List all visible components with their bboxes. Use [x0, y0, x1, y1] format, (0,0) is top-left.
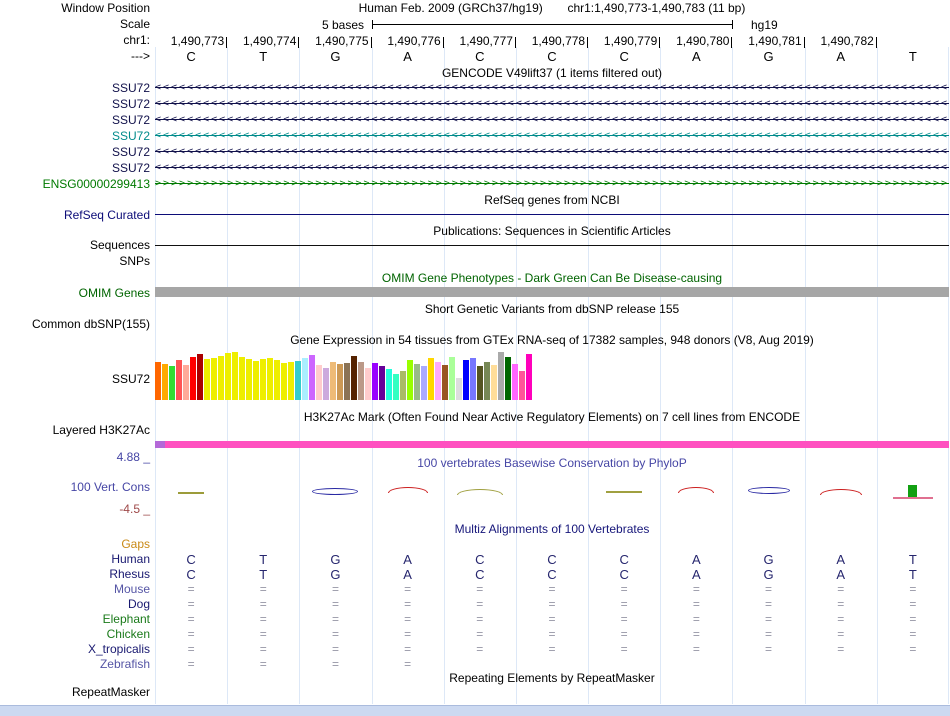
multiz-cell: = [259, 597, 267, 611]
multiz-cell: = [187, 582, 195, 596]
multiz-cell: G [330, 567, 341, 582]
multiz-cell: = [620, 612, 628, 626]
multiz-species-label[interactable]: Mouse [113, 582, 150, 596]
ruler-coordinate: 1,490,782 [820, 34, 874, 48]
gene-label[interactable]: SSU72 [111, 97, 150, 111]
multiz-species-label[interactable]: Chicken [106, 627, 150, 641]
multiz-cell: = [909, 597, 917, 611]
multiz-cell: = [404, 627, 412, 641]
gene-label[interactable]: SSU72 [111, 113, 150, 127]
multiz-cell: = [837, 612, 845, 626]
gene-transcript-line[interactable]: <<<<<<<<<<<<<<<<<<<<<<<<<<<<<<<<<<<<<<<<<<<<<<<<<<<<<<<<<<<<<<<<<<<<<<<<<<<<<<<<<<<<<<<<<<<<<<<<<<< [155, 128, 949, 144]
multiz-cell: = [837, 642, 845, 656]
multiz-cell: G [763, 552, 774, 567]
multiz-cell: A [692, 567, 701, 582]
multiz-cell: = [909, 642, 917, 656]
multiz-cell: = [404, 582, 412, 596]
multiz-cell: C [475, 552, 485, 567]
multiz-cell: = [692, 642, 700, 656]
ruler-coordinate: 1,490,775 [315, 34, 369, 48]
cons-min-label: -4.5 _ [119, 502, 150, 516]
multiz-cell: A [836, 567, 846, 582]
multiz-cell: = [331, 642, 339, 656]
ruler-coordinate: 1,490,780 [676, 34, 730, 48]
multiz-cell: = [331, 582, 339, 596]
ruler-coordinate: 1,490,777 [459, 34, 513, 48]
multiz-cell: = [259, 642, 267, 656]
multiz-cell: = [187, 597, 195, 611]
multiz-cell: = [548, 612, 556, 626]
multiz-cell: = [765, 597, 773, 611]
window-position-label: Window Position [61, 1, 150, 15]
multiz-species-label[interactable]: Human [111, 552, 150, 566]
gtex-gene-label[interactable]: SSU72 [111, 372, 150, 386]
scale-value: 5 bases [321, 18, 364, 32]
multiz-cell: = [404, 612, 412, 626]
multiz-cell: T [908, 552, 917, 567]
multiz-cell: = [187, 612, 195, 626]
multiz-cell: = [909, 627, 917, 641]
multiz-cell: = [331, 612, 339, 626]
base-letter: A [403, 49, 412, 64]
multiz-cell: T [908, 567, 917, 582]
base-letter: A [836, 49, 846, 64]
h3k27ac-title: H3K27Ac Mark (Often Found Near Active Regulatory Elements) on 7 cell lines from ENCODE [303, 410, 801, 424]
base-letter: A [692, 49, 701, 64]
assembly-title: Human Feb. 2009 (GRCh37/hg19) [358, 1, 543, 15]
multiz-cell: = [187, 657, 195, 671]
multiz-cell: = [692, 612, 700, 626]
multiz-cell: = [548, 582, 556, 596]
multiz-cell: = [620, 627, 628, 641]
dbsnp-title: Short Genetic Variants from dbSNP release 155 [424, 302, 680, 316]
multiz-cell: A [403, 567, 412, 582]
gencode-title: GENCODE V49lift37 (1 items filtered out) [441, 66, 663, 80]
multiz-species-label[interactable]: Gaps [121, 537, 150, 551]
multiz-cell: = [187, 642, 195, 656]
multiz-cell: = [692, 627, 700, 641]
gene-transcript-line[interactable]: <<<<<<<<<<<<<<<<<<<<<<<<<<<<<<<<<<<<<<<<<<<<<<<<<<<<<<<<<<<<<<<<<<<<<<<<<<<<<<<<<<<<<<<<<<<<<<<<<<< [155, 96, 949, 112]
multiz-cell: = [476, 597, 484, 611]
multiz-cell: = [476, 642, 484, 656]
multiz-cell: = [331, 657, 339, 671]
multiz-cell: = [548, 627, 556, 641]
multiz-cell: = [909, 582, 917, 596]
multiz-cell: = [404, 657, 412, 671]
chrom-label: chr1: [123, 33, 150, 47]
base-letter: G [330, 49, 341, 64]
repeatmasker-label[interactable]: RepeatMasker [71, 685, 150, 699]
multiz-cell: = [259, 612, 267, 626]
multiz-title: Multiz Alignments of 100 Vertebrates [454, 522, 650, 536]
multiz-cell: T [259, 567, 268, 582]
scale-label: Scale [119, 17, 150, 31]
position-range: chr1:1,490,773-1,490,783 (11 bp) [567, 1, 746, 15]
multiz-cell: C [186, 552, 196, 567]
multiz-cell: G [330, 552, 341, 567]
base-letter: G [763, 49, 774, 64]
multiz-cell: = [187, 627, 195, 641]
multiz-cell: = [909, 612, 917, 626]
multiz-cell: = [404, 597, 412, 611]
base-letter: C [186, 49, 196, 64]
omim-genes-label[interactable]: OMIM Genes [78, 286, 150, 300]
ruler-coordinate: 1,490,776 [387, 34, 441, 48]
multiz-cell: = [765, 642, 773, 656]
ruler-coordinate: 1,490,779 [603, 34, 658, 48]
multiz-cell: A [692, 552, 701, 567]
base-letter: C [547, 49, 557, 64]
cons-max-label: 4.88 _ [116, 450, 150, 464]
ruler-coordinate: 1,490,773 [170, 34, 225, 48]
multiz-cell: C [547, 567, 557, 582]
multiz-cell: C [619, 552, 629, 567]
gtex-title: Gene Expression in 54 tissues from GTEx RNA-seq of 17382 samples, 948 donors (V8, Aug 2019) [290, 333, 814, 347]
multiz-cell: = [620, 582, 628, 596]
refseq-curated-label[interactable]: RefSeq Curated [63, 208, 150, 222]
snps-label[interactable]: SNPs [119, 254, 150, 268]
gene-transcript-line[interactable]: >>>>>>>>>>>>>>>>>>>>>>>>>>>>>>>>>>>>>>>>>>>>>>>>>>>>>>>>>>>>>>>>>>>>>>>>>>>>>>>>>>>>>>>>>>>>>>>>>>> [155, 176, 949, 192]
gene-label[interactable]: SSU72 [111, 161, 150, 175]
ruler-coordinate: 1,490,778 [531, 34, 586, 48]
multiz-cell: = [476, 582, 484, 596]
multiz-cell: = [548, 597, 556, 611]
strand-label: ---> [131, 49, 150, 63]
multiz-cell: = [331, 597, 339, 611]
multiz-cell: = [765, 627, 773, 641]
base-letter: C [475, 49, 485, 64]
multiz-cell: = [259, 657, 267, 671]
multiz-cell: C [619, 567, 629, 582]
multiz-cell: = [404, 642, 412, 656]
multiz-cell: = [476, 612, 484, 626]
multiz-cell: = [765, 612, 773, 626]
multiz-species-label[interactable]: Zebrafish [99, 657, 150, 671]
gene-label[interactable]: SSU72 [111, 129, 150, 143]
multiz-cell: A [403, 552, 412, 567]
repeatmasker-title: Repeating Elements by RepeatMasker [449, 671, 655, 685]
sequences-label[interactable]: Sequences [89, 238, 150, 252]
gene-transcript-line[interactable]: <<<<<<<<<<<<<<<<<<<<<<<<<<<<<<<<<<<<<<<<<<<<<<<<<<<<<<<<<<<<<<<<<<<<<<<<<<<<<<<<<<<<<<<<<<<<<<<<<<< [155, 80, 949, 96]
base-letter: T [908, 49, 917, 64]
conservation-title: 100 vertebrates Basewise Conservation by PhyloP [417, 456, 687, 470]
multiz-species-label[interactable]: Dog [127, 597, 150, 611]
multiz-cell: = [476, 627, 484, 641]
multiz-cell: = [837, 627, 845, 641]
publications-title: Publications: Sequences in Scientific Articles [433, 224, 671, 238]
cons-track-label[interactable]: 100 Vert. Cons [70, 480, 150, 494]
multiz-cell: T [259, 552, 268, 567]
multiz-species-label[interactable]: Elephant [102, 612, 150, 626]
bottom-scroll-bar[interactable] [0, 705, 950, 716]
ruler-coordinate: 1,490,774 [242, 34, 297, 48]
multiz-species-label[interactable]: Rhesus [109, 567, 150, 581]
gene-transcript-line[interactable]: <<<<<<<<<<<<<<<<<<<<<<<<<<<<<<<<<<<<<<<<<<<<<<<<<<<<<<<<<<<<<<<<<<<<<<<<<<<<<<<<<<<<<<<<<<<<<<<<<<< [155, 112, 949, 128]
gene-label[interactable]: SSU72 [111, 145, 150, 159]
multiz-cell: = [620, 597, 628, 611]
multiz-cell: = [837, 582, 845, 596]
refseq-title: RefSeq genes from NCBI [484, 193, 620, 207]
multiz-species-label[interactable]: X_tropicalis [87, 642, 150, 656]
ruler-coordinate: 1,490,781 [748, 34, 802, 48]
multiz-cell: = [259, 582, 267, 596]
gene-transcript-line[interactable]: <<<<<<<<<<<<<<<<<<<<<<<<<<<<<<<<<<<<<<<<<<<<<<<<<<<<<<<<<<<<<<<<<<<<<<<<<<<<<<<<<<<<<<<<<<<<<<<<<<< [155, 144, 949, 160]
multiz-cell: = [259, 627, 267, 641]
gene-label[interactable]: SSU72 [111, 81, 150, 95]
h3k27ac-label[interactable]: Layered H3K27Ac [52, 423, 150, 437]
multiz-cell: = [548, 642, 556, 656]
base-letter: C [619, 49, 629, 64]
multiz-cell: = [620, 642, 628, 656]
multiz-cell: G [763, 567, 774, 582]
multiz-cell: = [837, 597, 845, 611]
multiz-cell: = [331, 627, 339, 641]
multiz-cell: = [692, 597, 700, 611]
base-letter: T [259, 49, 268, 64]
multiz-cell: C [186, 567, 196, 582]
assembly-name: hg19 [751, 18, 778, 32]
gene-transcript-line[interactable]: <<<<<<<<<<<<<<<<<<<<<<<<<<<<<<<<<<<<<<<<<<<<<<<<<<<<<<<<<<<<<<<<<<<<<<<<<<<<<<<<<<<<<<<<<<<<<<<<<<< [155, 160, 949, 176]
multiz-cell: C [547, 552, 557, 567]
gene-label[interactable]: ENSG00000299413 [42, 177, 150, 191]
multiz-cell: = [692, 582, 700, 596]
multiz-cell: C [475, 567, 485, 582]
omim-title: OMIM Gene Phenotypes - Dark Green Can Be Disease-causing [381, 271, 723, 285]
multiz-cell: A [836, 552, 846, 567]
multiz-cell: = [765, 582, 773, 596]
dbsnp-label[interactable]: Common dbSNP(155) [31, 317, 150, 331]
